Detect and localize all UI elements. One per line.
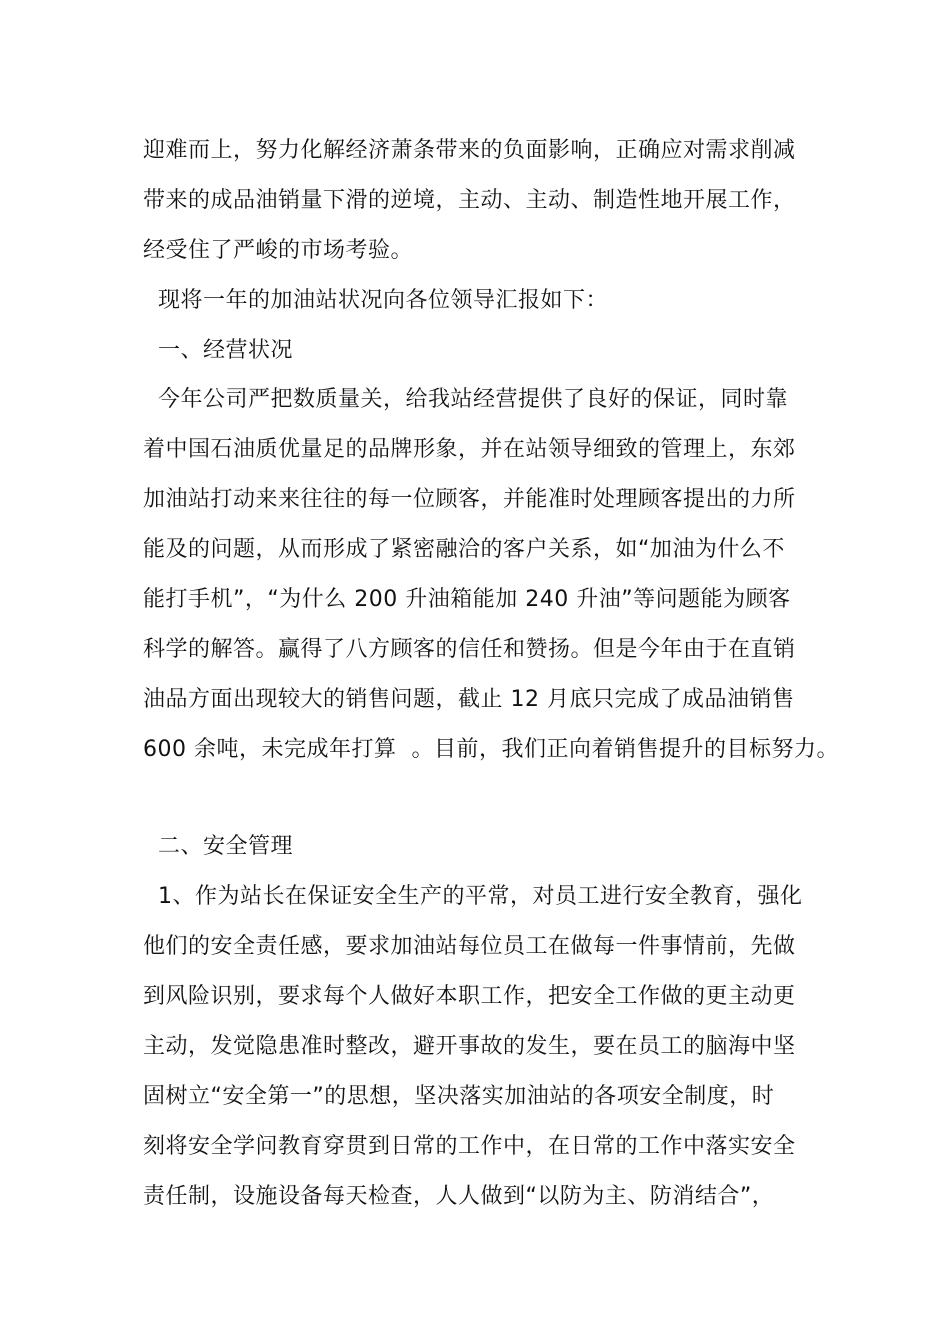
paragraph-line: 到风险识别，要求每个人做好本职工作，把安全工作做的更主动更	[143, 984, 796, 1009]
paragraph-line: 责任制，设施设备每天检查，人人做到“以防为主、防消结合”，	[143, 1184, 775, 1209]
paragraph-line: 他们的安全责任感，要求加油站每位员工在做每一件事情前，先做	[143, 934, 796, 959]
paragraph-line: 1、作为站长在保证安全生产的平常，对员工进行安全教育，强化	[143, 884, 803, 909]
paragraph-line: 加油站打动来来往往的每一位顾客，并能准时处理顾客提出的力所	[143, 487, 796, 512]
paragraph-line: 刻将安全学问教育穿贯到日常的工作中，在日常的工作中落实安全	[143, 1134, 796, 1159]
paragraph-line: 固树立“安全第一”的思想，坚决落实加油站的各项安全制度，时	[143, 1084, 775, 1109]
paragraph-line: 今年公司严把数质量关，给我站经营提供了良好的保证，同时靠	[143, 387, 788, 412]
paragraph-line: 主动，发觉隐患准时整改，避开事故的发生，要在员工的脑海中坚	[143, 1034, 796, 1059]
paragraph-line: 经受住了严峻的市场考验。	[143, 238, 414, 263]
paragraph-line: 迎难而上，努力化解经济萧条带来的负面影响，正确应对需求削减	[143, 138, 796, 163]
paragraph-line: 科学的解答。赢得了八方顾客的信任和赞扬。但是今年由于在直销	[143, 637, 796, 662]
paragraph-line: 着中国石油质优量足的品牌形象，并在站领导细致的管理上，东郊	[143, 437, 796, 462]
paragraph-line: 能打手机”，“为什么 200 升油箱能加 240 升油”等问题能为顾客	[143, 587, 791, 612]
paragraph-line: 能及的问题，从而形成了紧密融洽的客户关系，如“加油为什么不	[143, 537, 785, 562]
paragraph-line: 带来的成品油销量下滑的逆境，主动、主动、制造性地开展工作，	[143, 188, 796, 213]
paragraph-line: 现将一年的加油站状况向各位领导汇报如下：	[143, 288, 608, 313]
section-heading-operations: 一、经营状况	[143, 338, 293, 363]
paragraph-line: 600 余吨，未完成年打算 。目前，我们正向着销售提升的目标努力。	[143, 737, 839, 762]
section-heading-safety: 二、安全管理	[143, 834, 293, 859]
paragraph-line: 油品方面出现较大的销售问题，截止 12 月底只完成了成品油销售	[143, 687, 795, 712]
